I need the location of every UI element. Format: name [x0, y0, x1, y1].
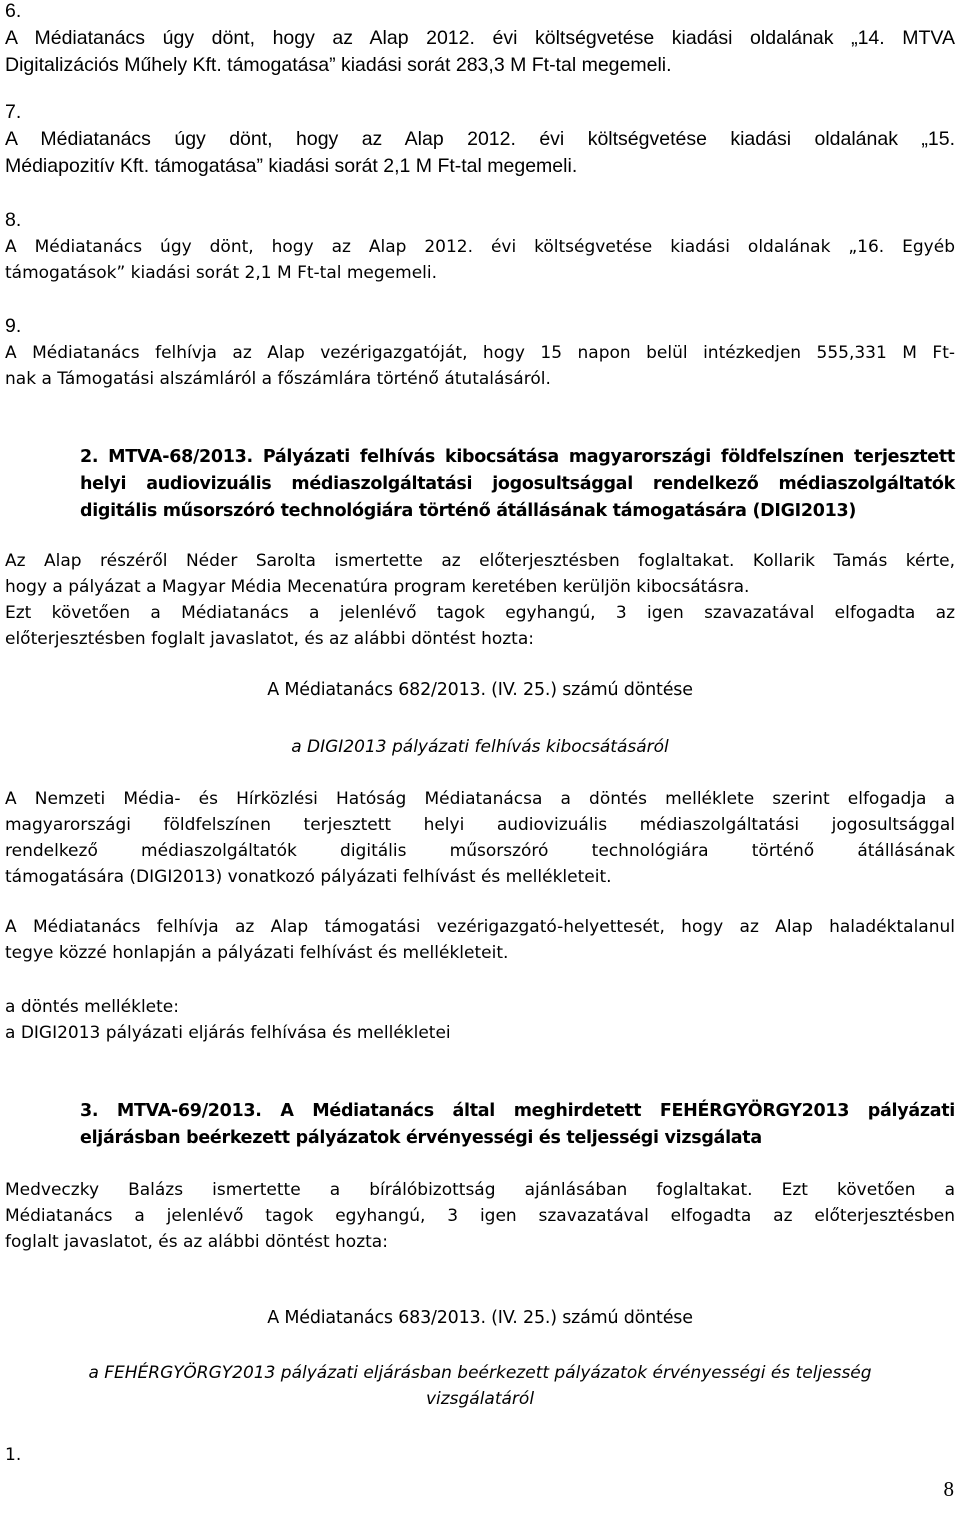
annex — [5, 994, 955, 1046]
decision-title: A Médiatanács 683/2013. (IV. 25.) számú döntése — [267, 1308, 693, 1328]
item-8 — [5, 207, 955, 286]
item-text-line: nak a Támogatási alszámláról a főszámlára történő átutalásáról. — [5, 369, 551, 389]
page-number: 8 — [943, 1477, 954, 1501]
section-2-paragraph: A Nemzeti Média- és Hírközlési Hatóság Médiatanácsa a döntés melléklete szerint elfogadja a magyarországi földfelszínen terjesztett helyi audiovizuális médiaszolgáltatási jogosultsággal rendelkező médiaszolgáltatók digitális műsorszóró technológiára történő átállásának támogatására (DIGI2013) vonatkozó pályázati felhívást és mellékleteit. — [5, 789, 955, 887]
item-number: 9. — [5, 315, 22, 337]
item-text-line: Digitalizációs Műhely Kft. támogatása” kiadási sorát 283,3 M Ft-tal megemeli. — [5, 54, 672, 76]
section-3-paragraph: Medveczky Balázs ismertette a bírálóbizottság ajánlásában foglaltakat. Ezt követően a Médiatanács a jelenlévő tagok egyhangú, 3 igen szavazatával elfogadta az előterjesztésben foglalt javaslatot, és az alábbi döntést hozta: — [5, 1180, 955, 1252]
item-text-line: Médiapozitív Kft. támogatása” kiadási sorát 2,1 M Ft-tal megemeli. — [5, 155, 578, 177]
item-9 — [5, 313, 955, 392]
item-text-line: A Médiatanács úgy dönt, hogy az Alap 2012. évi költségvetése kiadási oldalának „14. MTVA — [5, 27, 955, 49]
annex-item: a DIGI2013 pályázati eljárás felhívása és mellékletei — [5, 1023, 451, 1043]
item-number: 7. — [5, 101, 22, 123]
decision-subtitle: a DIGI2013 pályázati felhívás kibocsátásáról — [291, 737, 669, 757]
item-text-line: A Médiatanács felhívja az Alap vezérigazgatóját, hogy 15 napon belül intézkedjen 555,331 M Ft- — [5, 343, 955, 363]
decision-subtitle: a FEHÉRGYÖRGY2013 pályázati eljárásban beérkezett pályázatok érvényességi és teljesség vizsgálatáról — [88, 1363, 872, 1409]
item-number: 6. — [5, 0, 22, 22]
section-3-heading: 3. MTVA-69/2013. A Médiatanács által meghirdetett FEHÉRGYÖRGY2013 pályázati eljárásban beérkezett pályázatok érvényességi és teljességi vizsgálata — [80, 1101, 955, 1148]
section-2-paragraph: Ezt követően a Médiatanács a jelenlévő tagok egyhangú, 3 igen szavazatával elfogadta az előterjesztésben foglalt javaslatot, és az alábbi döntést hozta: — [5, 603, 955, 649]
section-2-paragraph: Az Alap részéről Néder Sarolta ismertette az előterjesztésben foglaltakat. Kollarik Tamás kérte, hogy a pályázat a Magyar Média Mecenatúra program keretében kerüljön kibocsátásra. — [5, 551, 955, 597]
section-2-heading: 2. MTVA-68/2013. Pályázati felhívás kibocsátása magyarországi földfelszínen terjesztett helyi audiovizuális médiaszolgáltatási jogosultsággal rendelkező médiaszolgáltatók digitális műsorszóró technológiára történő átállásának támogatására (DIGI2013) — [80, 447, 955, 521]
section-2-paragraph: A Médiatanács felhívja az Alap támogatási vezérigazgató-helyettesét, hogy az Alap haladéktalanul tegye közzé honlapján a pályázati felhívást és mellékleteit. — [5, 917, 955, 963]
item-1-number: 1. — [5, 1445, 22, 1465]
item-number: 8. — [5, 209, 22, 231]
item-text-line: A Médiatanács úgy dönt, hogy az Alap 2012. évi költségvetése kiadási oldalának „15. — [5, 128, 955, 150]
annex-label: a döntés melléklete: — [5, 997, 179, 1017]
item-6 — [5, 0, 955, 79]
item-text-line: támogatások” kiadási sorát 2,1 M Ft-tal megemeli. — [5, 263, 437, 283]
decision-title: A Médiatanács 682/2013. (IV. 25.) számú döntése — [267, 680, 693, 700]
item-text-line: A Médiatanács úgy dönt, hogy az Alap 2012. évi költségvetése kiadási oldalának „16. Egyéb — [5, 237, 955, 257]
item-7 — [5, 99, 955, 180]
